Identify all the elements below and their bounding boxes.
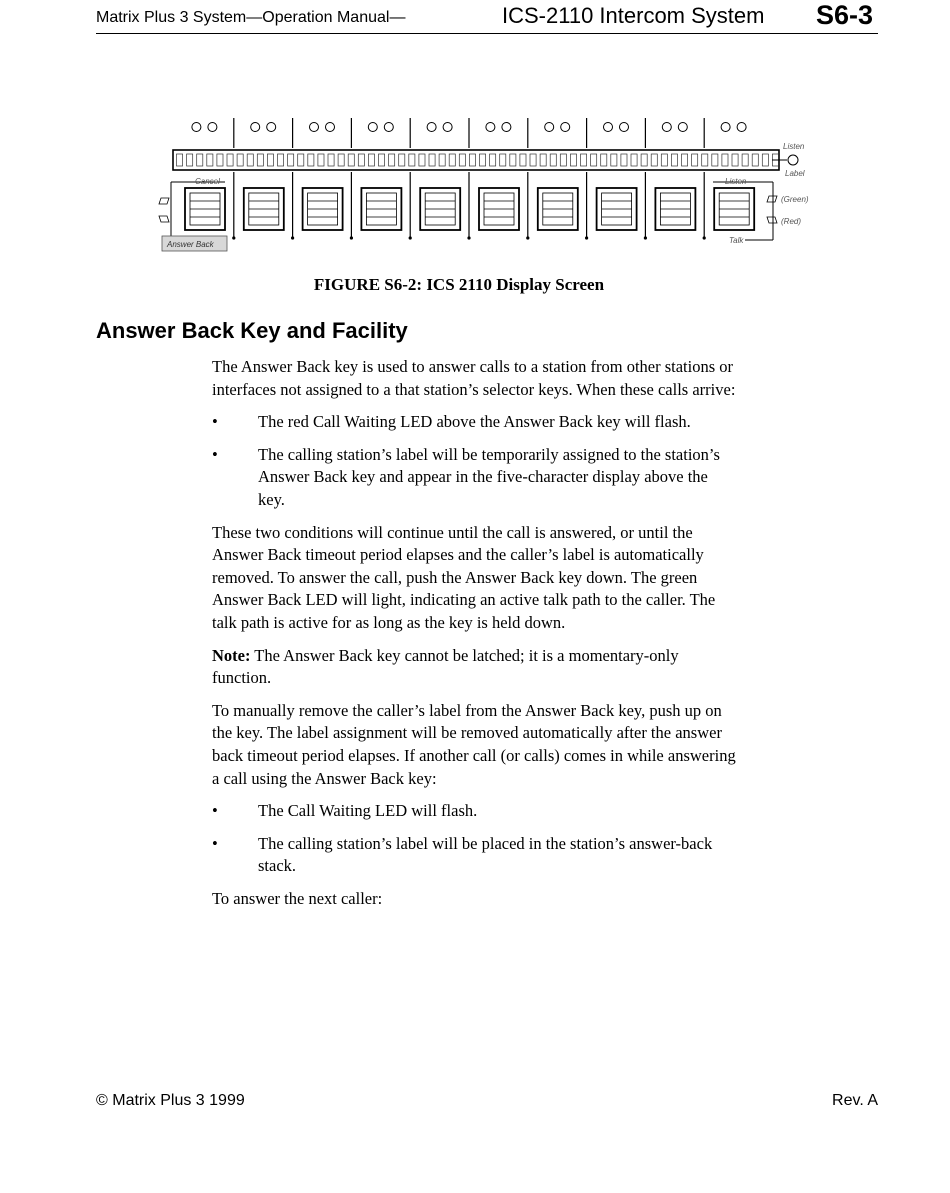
bullet-dot: • <box>212 444 218 464</box>
list-item-text: The calling station’s label will be placed in the station’s answer-back stack. <box>258 833 713 876</box>
led-circle <box>545 123 554 132</box>
divider-dot <box>291 236 294 239</box>
display-cell <box>439 154 445 166</box>
led-circle <box>662 123 671 132</box>
display-cell <box>368 154 374 166</box>
led-circle <box>267 123 276 132</box>
display-cell <box>712 154 718 166</box>
paragraph-next-caller: To answer the next caller: <box>212 888 383 908</box>
divider-dot <box>585 236 588 239</box>
led-circle <box>251 123 260 132</box>
display-cell <box>257 154 263 166</box>
display-cell <box>267 154 273 166</box>
display-cell <box>682 154 688 166</box>
footer-revision: Rev. A <box>832 1092 878 1109</box>
paragraph-remove-label: To manually remove the caller’s label from the Answer Back key, push up on the key. The label assignment will be removed automatically after the answer back timeout period elapses. If another call (or calls) comes in while answering a call using the Answer Back key: <box>212 700 736 788</box>
display-cell <box>328 154 334 166</box>
paragraph-conditions: These two conditions will continue until the call is answered, or until the Answer Back timeout period elapses and the caller’s label is automatically removed. To answer the call, push the Answer Back key down. The green Answer Back LED will light, indicating an active talk path to the caller. The talk path is active for as long as the key is held down. <box>212 522 716 632</box>
display-cell <box>611 154 617 166</box>
list-item <box>212 411 737 434</box>
display-screen-figure <box>155 112 815 262</box>
display-cell <box>570 154 576 166</box>
led-circle <box>604 123 613 132</box>
display-cell <box>742 154 748 166</box>
header-manual-title: Matrix Plus 3 System—Operation Manual— <box>96 9 406 26</box>
display-cell <box>762 154 768 166</box>
header-rule <box>96 33 878 34</box>
divider-dot <box>409 236 412 239</box>
display-cell <box>399 154 405 166</box>
character-display <box>173 150 779 170</box>
display-cell <box>671 154 677 166</box>
display-cell <box>288 154 294 166</box>
note-text: The Answer Back key cannot be latched; it is a momentary-only function. <box>212 645 679 688</box>
header-system-title: ICS-2110 Intercom System <box>502 3 765 28</box>
figure-caption: FIGURE S6-2: ICS 2110 Display Screen <box>313 275 605 294</box>
display-cell <box>692 154 698 166</box>
led-circle <box>737 123 746 132</box>
display-cell <box>207 154 213 166</box>
green-label: (Green) <box>781 195 809 204</box>
led-circle <box>721 123 730 132</box>
display-cell <box>247 154 253 166</box>
led-circle <box>326 123 335 132</box>
display-cell <box>520 154 526 166</box>
display-cell <box>550 154 556 166</box>
display-cell <box>318 154 324 166</box>
list-item <box>212 444 737 512</box>
divider-dot <box>232 236 235 239</box>
listen-label-led <box>788 155 798 165</box>
display-cell <box>379 154 385 166</box>
divider-dot <box>703 236 706 239</box>
display-cell <box>641 154 647 166</box>
display-cell <box>661 154 667 166</box>
list-item-text: The Call Waiting LED will flash. <box>258 801 478 821</box>
display-cell <box>389 154 395 166</box>
right-arrow-down-icon <box>767 217 777 223</box>
bullet-dot: • <box>212 833 218 853</box>
display-cell <box>722 154 728 166</box>
display-cell <box>197 154 203 166</box>
display-cell <box>469 154 475 166</box>
display-cell <box>227 154 233 166</box>
left-arrow-down-icon <box>159 216 169 222</box>
list-item-text: The red Call Waiting LED above the Answer Back key will flash. <box>258 412 691 432</box>
display-cell <box>278 154 284 166</box>
display-cell <box>459 154 465 166</box>
red-label: (Red) <box>781 217 802 226</box>
display-cell <box>348 154 354 166</box>
listen-top-label: Listen <box>783 142 805 151</box>
display-cell <box>752 154 758 166</box>
display-cell <box>298 154 304 166</box>
display-cell <box>358 154 364 166</box>
display-cell <box>177 154 183 166</box>
display-cells <box>177 154 779 166</box>
led-circle <box>620 123 629 132</box>
led-circle <box>561 123 570 132</box>
divider-dot <box>350 236 353 239</box>
section-title: Answer Back Key and Facility <box>96 318 408 343</box>
led-circle <box>192 123 201 132</box>
footer-copyright: © Matrix Plus 3 1999 <box>96 1092 245 1109</box>
display-cell <box>419 154 425 166</box>
paragraph-note <box>212 645 737 690</box>
display-cell <box>530 154 536 166</box>
right-arrow-up-icon <box>767 196 777 202</box>
label-label: Label <box>785 169 805 178</box>
list-item-text: The calling station’s label will be temporarily assigned to the station’s Answer Back key and appear in the five-character display above the key. <box>258 444 720 509</box>
display-cell <box>429 154 435 166</box>
display-cell <box>621 154 627 166</box>
note-label: Note: <box>212 645 251 665</box>
cancel-label: Cancel <box>195 177 220 186</box>
display-cell <box>540 154 546 166</box>
list-item <box>212 800 737 823</box>
display-cell <box>581 154 587 166</box>
paragraph-intro: The Answer Back key is used to answer calls to a station from other stations or interfaces not assigned to a that station’s selector keys. When these calls arrive: <box>212 357 736 399</box>
display-cell <box>187 154 193 166</box>
display-cell <box>702 154 708 166</box>
display-cell <box>490 154 496 166</box>
listen-right-label: Listen <box>725 177 747 186</box>
divider-dot <box>467 236 470 239</box>
led-circle <box>443 123 452 132</box>
bullet-dot: • <box>212 801 218 821</box>
led-circle <box>208 123 217 132</box>
display-cell <box>631 154 637 166</box>
display-cell <box>591 154 597 166</box>
led-circle <box>384 123 393 132</box>
display-cell <box>500 154 506 166</box>
display-cell <box>651 154 657 166</box>
led-circle <box>368 123 377 132</box>
display-cell <box>732 154 738 166</box>
divider-dot <box>526 236 529 239</box>
led-circle <box>427 123 436 132</box>
display-cell <box>237 154 243 166</box>
led-circle <box>678 123 687 132</box>
display-cell <box>480 154 486 166</box>
display-cell <box>308 154 314 166</box>
display-cell <box>217 154 223 166</box>
body-text <box>212 356 737 920</box>
display-cell <box>560 154 566 166</box>
bullet-dot: • <box>212 412 218 432</box>
left-arrow-up-icon <box>159 198 169 204</box>
led-circle <box>486 123 495 132</box>
led-circle <box>310 123 319 132</box>
talk-label: Talk <box>729 236 744 245</box>
display-cell <box>449 154 455 166</box>
display-cell <box>510 154 516 166</box>
page-number: S6-3 <box>816 0 874 30</box>
display-cell <box>338 154 344 166</box>
divider-dot <box>644 236 647 239</box>
list-item <box>212 833 737 878</box>
led-circle <box>502 123 511 132</box>
display-cell <box>601 154 607 166</box>
answer-back-label: Answer Back <box>167 240 214 249</box>
display-cell <box>409 154 415 166</box>
